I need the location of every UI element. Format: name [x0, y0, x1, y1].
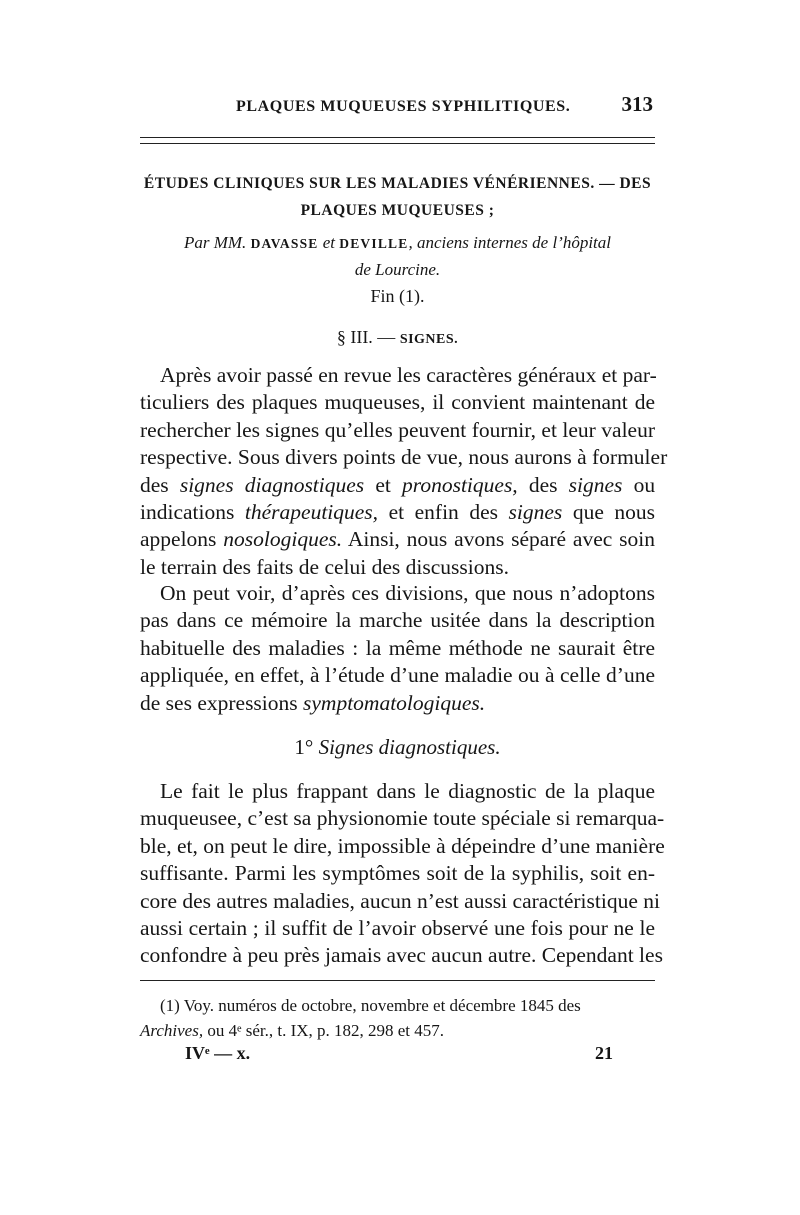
text-line: ble, et, on peut le dire, impossible à dépeindre d’une manière	[140, 833, 665, 858]
footnote-line-1: (1) Voy. numéros de octobre, novembre et décembre 1845 des	[160, 996, 581, 1015]
printer-signature	[140, 1043, 655, 1069]
text-line: On peut voir, d’après ces divisions, que nous n’adoptons	[160, 581, 655, 605]
byline-line-2: de Lourcine.	[354, 260, 441, 279]
text-line	[140, 526, 655, 553]
text-line	[140, 690, 655, 717]
text-run: des	[528, 472, 558, 497]
author-deville: DEVILLE	[339, 236, 409, 251]
text-line: muqueusee, c’est sa physionomie toute spéciale si remarqua-	[140, 806, 665, 831]
text-line: Le fait le plus frappant dans le diagnostic de la plaque	[160, 779, 655, 803]
italic-run: symptomatologiques.	[303, 690, 486, 715]
byline-line-1	[140, 230, 655, 257]
signature-mark: IVᵉ — x.	[185, 1043, 251, 1063]
author-davasse: DAVASSE	[250, 236, 319, 251]
text-run: ou	[633, 472, 656, 497]
subsection-title: Signes diagnostiques.	[318, 735, 501, 759]
italic-run: signes	[508, 500, 563, 525]
paragraph-3	[140, 778, 665, 970]
italic-run: nosologiques.	[223, 527, 343, 552]
byline-and: et	[322, 233, 336, 252]
header-double-rule	[140, 137, 655, 144]
text-run: Ainsi, nous avons séparé avec soin	[347, 527, 655, 552]
paragraph-2	[140, 580, 655, 717]
text-line: habituelle des maladies : la même méthode ne saurait être	[140, 635, 655, 660]
page-number: 313	[621, 92, 653, 116]
text-run: indications	[140, 500, 235, 525]
text-line	[140, 499, 655, 526]
text-line: rechercher les signes qu’elles peuvent fournir, et leur valeur	[140, 417, 655, 442]
text-line: appliquée, en effet, à l’étude d’une maladie ou à celle d’une	[140, 663, 655, 688]
byline-suffix: , anciens internes de l’hôpital	[408, 233, 612, 252]
italic-run: pronostiques,	[402, 472, 518, 497]
text-line: confondre à peu près jamais avec aucun autre. Cependant les	[140, 943, 663, 968]
text-line: respective. Sous divers points de vue, nous aurons à formuler	[140, 445, 668, 470]
italic-run: thérapeutiques,	[244, 500, 379, 525]
continuation-note: Fin (1).	[370, 286, 425, 306]
text-run: et enfin des	[388, 500, 498, 525]
footnote-rule	[140, 980, 655, 981]
text-line: Après avoir passé en revue les caractères généraux et par-	[160, 363, 657, 387]
text-line: suffisante. Parmi les symptômes soit de la syphilis, soit en-	[140, 861, 655, 886]
italic-run: signes	[568, 472, 623, 497]
byline-prefix: Par MM.	[183, 233, 247, 252]
text-run: et	[375, 472, 391, 497]
section-number: § III. —	[336, 327, 396, 347]
text-run: ou 4ᵉ sér., t. IX, p. 182, 298 et 457.	[207, 1021, 445, 1040]
text-run: appelons	[140, 527, 217, 552]
article-title-line-2: PLAQUES MUQUEUSES ;	[300, 202, 495, 219]
text-run: de ses expressions	[140, 690, 298, 715]
text-run: des	[140, 472, 169, 497]
text-line: aussi certain ; il suffit de l’avoir observé une fois pour ne le	[140, 916, 655, 941]
text-line: core des autres maladies, aucun n’est aussi caractéristique ni	[140, 888, 660, 913]
article-title	[140, 170, 655, 224]
text-line	[140, 472, 655, 499]
text-run: que nous	[572, 500, 655, 525]
section-heading	[140, 327, 655, 348]
subsection-heading	[140, 735, 655, 760]
text-line: pas dans ce mémoire la marche usitée dans la description	[140, 608, 655, 633]
running-title: PLAQUES MUQUEUSES SYPHILITIQUES.	[236, 98, 571, 115]
signature-number: 21	[595, 1043, 613, 1063]
footnote-line-2	[140, 1018, 655, 1043]
running-head	[140, 92, 655, 128]
italic-run: Archives,	[140, 1021, 204, 1040]
byline	[140, 230, 655, 283]
text-line: le terrain des faits de celui des discussions.	[140, 554, 509, 579]
italic-run: signes diagnostiques	[179, 472, 365, 497]
footnote	[140, 993, 655, 1043]
article-title-line-1: ÉTUDES CLINIQUES SUR LES MALADIES VÉNÉRIENNES. — DES	[143, 175, 652, 192]
paragraph-1	[140, 362, 668, 581]
text-line: ticuliers des plaques muqueuses, il convient maintenant de	[140, 390, 655, 415]
subsection-number: 1°	[294, 735, 314, 759]
section-name: SIGNES.	[399, 332, 459, 347]
